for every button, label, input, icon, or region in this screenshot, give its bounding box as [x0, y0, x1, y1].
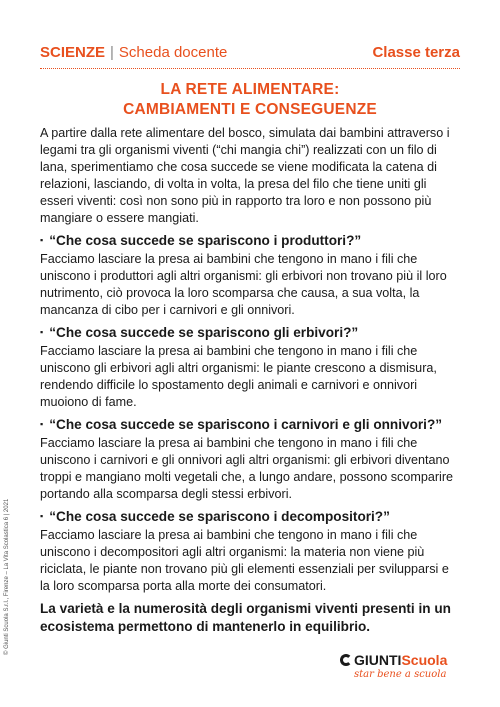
- header-divider: [40, 68, 460, 69]
- publisher-logo: [340, 652, 460, 692]
- section-producers: [40, 232, 462, 319]
- section-paragraph: Facciamo lasciare la presa ai bambini che tengono in mano i fili che uniscono i produttori agli altri organismi: gli erbivori non trovano più il loro nutrimento, ciò provoca la loro scomparsa che causa, a sua volta, la mancanza di cibo per i carnivori e gli onnivori.: [40, 252, 447, 317]
- bullet-icon: ▪: [40, 327, 44, 337]
- subject-label: SCIENZE: [40, 44, 106, 61]
- class-label: Classe terza: [372, 44, 460, 61]
- section-carnivores: [40, 416, 462, 503]
- bullet-icon: ▪: [40, 235, 44, 245]
- content-body: [40, 125, 462, 650]
- title-line-1: LA RETE ALIMENTARE:: [160, 81, 340, 98]
- header-separator: |: [110, 44, 114, 61]
- header: [40, 44, 460, 66]
- logo-row: [340, 652, 460, 668]
- question-heading: [40, 508, 462, 527]
- question-heading: [40, 232, 462, 251]
- logo-tagline: star bene a scuola: [354, 669, 447, 680]
- section-herbivores: [40, 324, 462, 411]
- copyright-credit: © Giunti Scuola S.r.l., Firenze – La Vita Scolastica 6 | 2021: [4, 498, 10, 655]
- brand-name-part-2: Scuola: [401, 652, 448, 668]
- giunti-logo-icon: [340, 654, 352, 666]
- question-text: “Che cosa succede se spariscono i decompositori?”: [49, 509, 390, 524]
- header-left: [40, 44, 227, 61]
- intro-paragraph: A partire dalla rete alimentare del bosco, simulata dai bambini attraverso i legami tra gli organismi viventi (“chi mangia chi”) realizzati con un filo di lana, sperimentiamo che cosa succede se viene modificata la catena di relazioni, lasciando, di volta in volta, la presa del filo che tiene uniti gli esseri viventi: così non sono più in rapporto tra loro e non possono più mangiare o essere mangiati.: [40, 126, 450, 225]
- question-text: “Che cosa succede se spariscono gli erbivori?”: [49, 325, 359, 340]
- section-paragraph: Facciamo lasciare la presa ai bambini che tengono in mano i fili che uniscono i decompositori agli altri organismi: la materia non viene più riciclata, le piante non trovano più gli elementi essenziali per svilupparsi e la loro scomparsa porta alla morte dei consumatori.: [40, 528, 449, 593]
- question-heading: [40, 324, 462, 343]
- section-paragraph: Facciamo lasciare la presa ai bambini che tengono in mano i fili che uniscono i carnivori e gli onnivori agli altri organismi: gli erbivori diventano troppi e mangiano molti vegetali che, a lungo andare, possono scomparire portando alla scomparsa degli stessi erbivori.: [40, 436, 454, 501]
- title-line-2: CAMBIAMENTI E CONSEGUENZE: [123, 101, 377, 118]
- bullet-icon: ▪: [40, 511, 44, 521]
- question-heading: [40, 416, 462, 435]
- question-text: “Che cosa succede se spariscono i carnivori e gli onnivori?”: [49, 417, 443, 432]
- sheet-type-label: Scheda docente: [118, 44, 228, 61]
- conclusion-paragraph: La varietà e la numerosità degli organismi viventi presenti in un ecosistema permettono di mantenerlo in equilibrio.: [40, 601, 451, 634]
- page-title: [40, 80, 460, 120]
- bullet-icon: ▪: [40, 419, 44, 429]
- section-paragraph: Facciamo lasciare la presa ai bambini che tengono in mano i fili che uniscono gli erbivori agli altri organismi: le piante crescono a dismisura, rendendo difficile lo spostamento degli animali e carnivori e onnivori muoiono di fame.: [40, 344, 437, 409]
- question-text: “Che cosa succede se spariscono i produttori?”: [49, 233, 362, 248]
- brand-name-part-1: GIUNTI: [354, 652, 402, 668]
- section-decomposers: [40, 508, 462, 595]
